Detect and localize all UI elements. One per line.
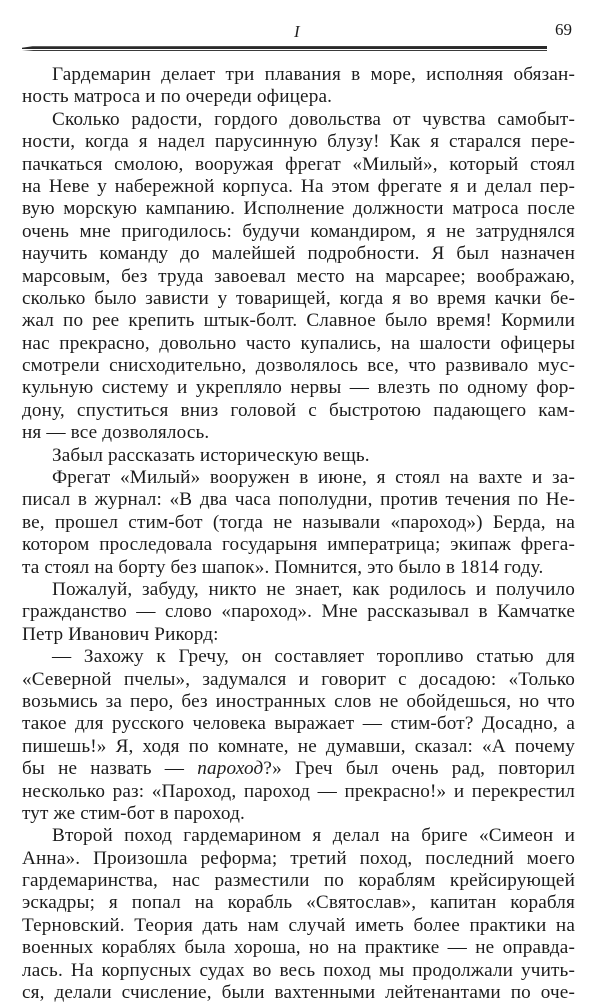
- text-line: кульную систему и укрепляло нервы — влезть по одному фор-: [22, 377, 575, 399]
- header-rule-divider: [22, 46, 547, 52]
- text-line: тут же стим-бот в пароход.: [22, 802, 245, 824]
- text-run: ?» Греч был очень рад, повторил: [263, 758, 575, 780]
- text-line: на Неве у набережной корпуса. На этом фрегате я и делал пер-: [22, 175, 575, 197]
- text-line: дону, спуститься вниз головой с быстротою падающего кам-: [22, 399, 575, 421]
- text-line: ня — все дозволялось.: [22, 422, 210, 444]
- running-head: [22, 18, 574, 44]
- text-line: — Захожу к Гречу, он составляет торопливо статью для: [52, 646, 575, 668]
- text-line: та стоял на борту без шапок». Помнится, это было в 1814 году.: [22, 556, 544, 578]
- paragraph: [22, 109, 575, 445]
- text-line: вую морскую кампанию. Исполнение должности матроса после: [22, 198, 575, 220]
- text-line: сколько было зависти у товарищей, когда я во время качки бе-: [22, 287, 575, 309]
- paragraph: [22, 64, 575, 109]
- paragraph: [22, 646, 575, 825]
- text-line: ности, когда я надел парусинную блузу! Как я старался пере-: [22, 131, 575, 153]
- page-number: 69: [555, 20, 572, 39]
- text-line: гражданство — слово «пароход». Мне рассказывал в Камчатке: [22, 601, 575, 623]
- text-line: эскадры; я попал на корабль «Святослав», капитан корабля: [22, 892, 575, 914]
- text-line: пишешь!» Я, ходя по комнате, не думавши, сказал: «А почему: [22, 735, 575, 757]
- text-line: ся, делали счисление, были вахтенными лейтенантами по оче-: [22, 982, 575, 1004]
- text-line: ность матроса и по очереди офицера.: [22, 86, 333, 108]
- text-line: гардемаринства, нас разместили по кораблям крейсирующей: [22, 870, 575, 892]
- section-numeral: I: [294, 22, 300, 41]
- text-line: марсовым, без труда завоевал место на марсарее; воображаю,: [22, 265, 575, 287]
- text-line: Анна». Произошла реформа; третий поход, последний моего: [22, 847, 575, 869]
- text-line: возьмись за перо, без иностранных слов не обойдешься, но что: [22, 690, 575, 712]
- header-rule-thick-line: [22, 46, 547, 49]
- text-line: такое для русского человека выражает — стим-бот? Досадно, а: [22, 713, 575, 735]
- text-line: Пожалуй, забуду, никто не знает, как родилось и получило: [52, 578, 575, 600]
- text-line: «Северной пчелы», задумался и говорит с досадою: «Только: [22, 668, 575, 690]
- text-line: ве, прошел стим-бот (тогда не называли «пароход») Берда, на: [22, 511, 575, 533]
- text-line: Фрегат «Милый» вооружен в июне, я стоял на вахте и за-: [52, 467, 575, 489]
- text-line: очень мне пригодилось: будучи командиром, я не затруднялся: [22, 220, 575, 242]
- text-line: военных кораблях была хороша, но на практике — не оправда-: [22, 937, 575, 959]
- text-line: Сколько радости, гордого довольства от чувства самобыт-: [52, 108, 575, 130]
- body-text: [22, 64, 575, 1004]
- italic-emphasis: пароход: [197, 758, 264, 780]
- paragraph: [22, 445, 575, 467]
- paragraph: [22, 467, 575, 579]
- text-run: бы не назвать —: [22, 758, 198, 780]
- header-rule-thin-line: [22, 50, 547, 51]
- paragraph: [22, 579, 575, 646]
- text-line: Гардемарин делает три плавания в море, исполняя обязан-: [52, 64, 575, 85]
- text-line: писал в журнал: «В два часа пополудни, против течения по Не-: [22, 489, 575, 511]
- text-line: котором проследовала государыня императрица; экипаж фрега-: [22, 534, 575, 556]
- text-line: Забыл рассказать историческую вещь.: [52, 444, 370, 466]
- text-line: научить команду до малейшей подробности. Я был назначен: [22, 243, 575, 265]
- text-line: несколько раз: «Пароход, пароход — прекрасно!» и перекрестил: [22, 780, 575, 802]
- text-line: нас прекрасно, довольно часто купались, на шалости офицеры: [22, 332, 575, 354]
- text-line: Второй поход гардемарином я делал на бриге «Симеон и: [52, 825, 575, 847]
- text-line: лась. На корпусных судах во весь поход мы продолжали учить-: [22, 959, 575, 981]
- text-line: Терновский. Теория дать нам случай иметь более практики на: [22, 914, 575, 936]
- text-line: смотрели снисходительно, дозволялось все, что развивало мус-: [22, 355, 575, 377]
- paragraph: [22, 825, 575, 1004]
- text-line: пачкаться смолою, вооружая фрегат «Милый», который стоял: [22, 153, 575, 175]
- text-line: Петр Иванович Рикорд:: [22, 623, 219, 645]
- text-line: [22, 758, 575, 780]
- text-line: жал по рее крепить штык-болт. Славное было время! Кормили: [22, 310, 575, 332]
